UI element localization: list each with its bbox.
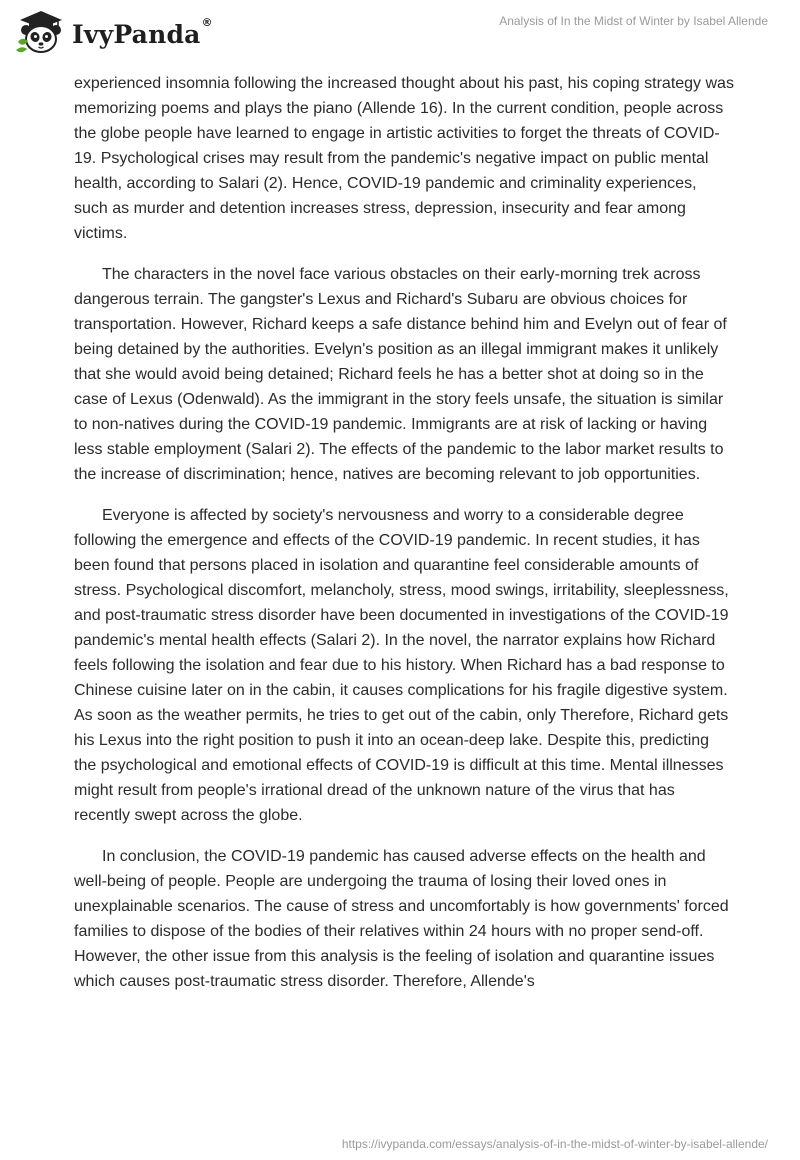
paragraph-society-nervousness: Everyone is affected by society's nervousness and worry to a considerable degree following the emergence and effects of the COVID-19 pandemic. In recent studies, it has been found that persons placed in isolation and quarantine feel considerable amounts of stress. Psychological discomfort, melancholy, stress, mood swings, irritability, sleeplessness, and post-traumatic stress disorder have been documented in investigations of the COVID-19 pandemic's mental health effects (Salari 2). In the novel, the narrator explains how Richard feels following the isolation and fear due to his history. When Richard has a bad response to Chinese cuisine later on in the cabin, it causes complications for his fragile digestive system. As soon as the weather permits, he tries to get out of the cabin, only Therefore, Richard gets his Lexus into the right position to push it into an ocean-deep lake. Despite this, predicting the psychological and emotional effects of COVID-19 is difficult at this time. Mental illnesses might result from people's irrational dread of the unknown nature of the virus that has recently swept across the globe. <box>74 507 729 824</box>
source-url[interactable]: https://ivypanda.com/essays/analysis-of-in-the-midst-of-winter-by-isabel-allende/ <box>341 1137 768 1151</box>
paragraph-continued: experienced insomnia following the increased thought about his past, his coping strategy was memorizing poems and plays the piano (Allende 16). In the current condition, people across the globe people have learned to engage in artistic activities to forget the threats of COVID-19. Psychological crises may result from the pandemic's negative impact on public mental health, according to Salari (2). Hence, COVID-19 pandemic and criminality experiences, such as murder and detention increases stress, depression, insecurity and fear among victims. <box>74 75 734 242</box>
panda-graduate-logo-icon <box>14 8 68 58</box>
paragraph-conclusion: In conclusion, the COVID-19 pandemic has caused adverse effects on the health and well-being of people. People are undergoing the trauma of losing their loved ones in unexplainable scenarios. The cause of stress and uncomfortably is how governments' forced families to dispose of the bodies of their relatives within 24 hours with no proper send-off. However, the other issue from this analysis is the feeling of isolation and quarantine issues which causes post-traumatic stress disorder. Therefore, Allende's <box>74 848 729 990</box>
brand-name: IvyPanda <box>72 19 201 49</box>
essay-body <box>74 71 734 1010</box>
paragraph-characters-obstacles: The characters in the novel face various obstacles on their early-morning trek across dangerous terrain. The gangster's Lexus and Richard's Subaru are obvious choices for transportation. However, Richard keeps a safe distance behind him and Evelyn out of fear of being detained by the authorities. Evelyn's position as an illegal immigrant makes it unlikely that she would avoid being detained; Richard feels he has a better shot at doing so in the case of Lexus (Odenwald). As the immigrant in the story feels unsafe, the situation is similar to non-natives during the COVID-19 pandemic. Immigrants are at risk of lacking or having less stable employment (Salari 2). The effects of the pandemic to the labor market results to the increase of discrimination; hence, natives are becoming relevant to job opportunities. <box>74 266 727 483</box>
registered-mark: ® <box>201 15 213 29</box>
brand-logo[interactable] <box>14 8 213 58</box>
page-header <box>0 0 800 64</box>
document-title: Analysis of In the Midst of Winter by Isabel Allende <box>499 14 768 28</box>
